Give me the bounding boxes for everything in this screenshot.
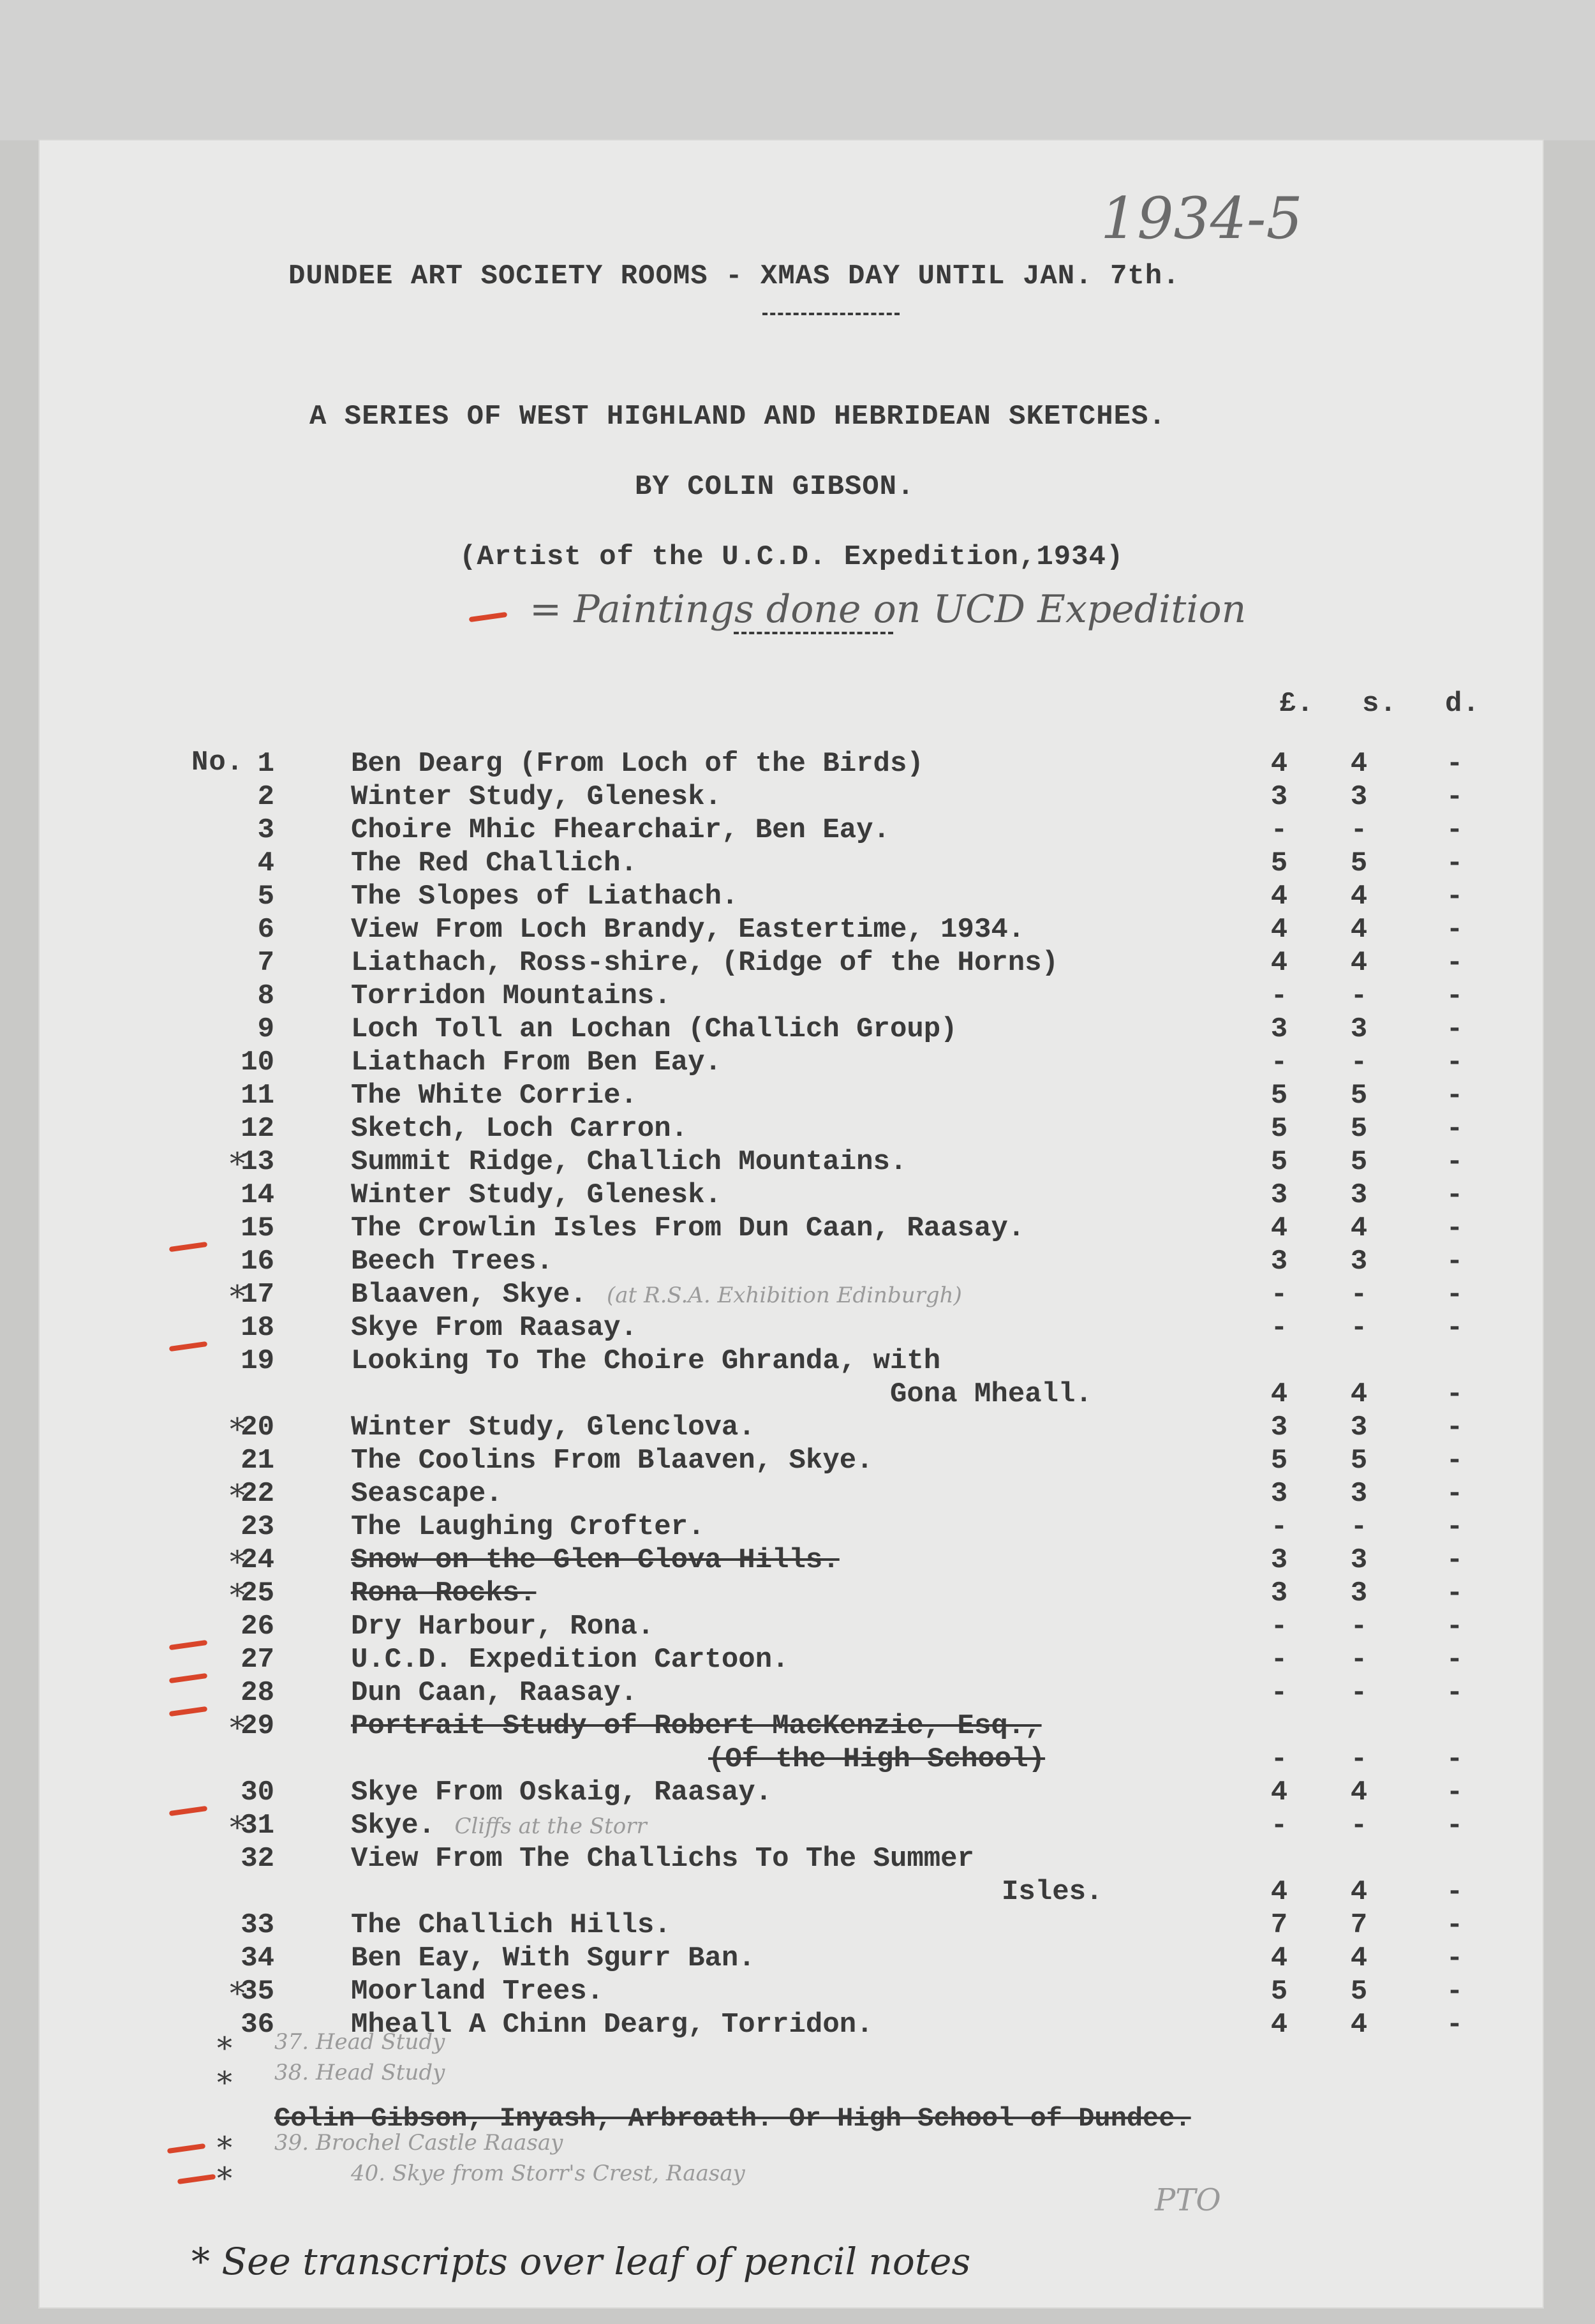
item-title: Winter Study, Glenesk.	[351, 781, 722, 813]
pto-note: PTO	[1155, 2182, 1221, 2218]
table-row	[0, 2009, 1595, 2042]
price-shillings: 3	[1350, 1544, 1368, 1576]
item-title: Summit Ridge, Challich Mountains.	[351, 1146, 907, 1178]
legend-underline	[734, 632, 893, 637]
price-shillings: 3	[1350, 1478, 1368, 1510]
price-pounds: 7	[1270, 1909, 1288, 1941]
table-row	[0, 1611, 1595, 1644]
price-shillings: 4	[1350, 947, 1368, 979]
item-title: Moorland Trees.	[351, 1976, 604, 2007]
price-pounds: 4	[1270, 1212, 1288, 1244]
price-pounds: 3	[1270, 1246, 1288, 1277]
table-row	[0, 1445, 1595, 1478]
item-title: Mheall A Chinn Dearg, Torridon.	[351, 2009, 873, 2041]
table-row	[0, 1942, 1595, 1976]
item-title: Seascape.	[351, 1478, 503, 1510]
item-number: 10	[241, 1047, 274, 1078]
item-number: 26	[241, 1611, 274, 1642]
price-pounds: -	[1270, 1644, 1288, 1676]
red-mark	[167, 2143, 205, 2154]
table-row	[0, 1312, 1595, 1345]
item-title: Liathach, Ross-shire, (Ridge of the Horns)	[351, 947, 1058, 979]
price-shillings: -	[1350, 1611, 1368, 1642]
price-pounds: 5	[1270, 1976, 1288, 2007]
price-shillings: 4	[1350, 1942, 1368, 1974]
price-shillings: 4	[1350, 1876, 1368, 1908]
pencil-item-38: 38. Head Study	[274, 2060, 445, 2085]
subheading: A SERIES OF WEST HIGHLAND AND HEBRIDEAN SKETCHES.	[309, 401, 1166, 433]
item-title: Dry Harbour, Rona.	[351, 1611, 655, 1642]
item-title: Rona Rocks.	[351, 1577, 537, 1609]
star-icon: *	[217, 2130, 232, 2166]
artist-note: (Artist of the U.C.D. Expedition,1934)	[459, 541, 1124, 573]
price-shillings: 4	[1350, 748, 1368, 780]
item-title-continued: Isles.	[1002, 1876, 1103, 1908]
price-pence: -	[1446, 881, 1464, 912]
item-number: 19	[241, 1345, 274, 1377]
price-shillings: -	[1350, 814, 1368, 846]
item-number: 33	[241, 1909, 274, 1941]
item-title: View From Loch Brandy, Eastertime, 1934.	[351, 914, 1025, 946]
item-title: Dun Caan, Raasay.	[351, 1677, 637, 1709]
price-pounds: 4	[1270, 2009, 1288, 2041]
price-pence: -	[1446, 814, 1464, 846]
item-title: Torridon Mountains.	[351, 980, 671, 1012]
pencil-item-37: 37. Head Study	[274, 2029, 445, 2055]
item-title: Blaaven, Skye.	[351, 1279, 587, 1311]
table-row	[0, 1345, 1595, 1410]
star-icon: *	[230, 1279, 245, 1315]
price-pence: -	[1446, 1644, 1464, 1676]
price-pence: -	[1446, 847, 1464, 879]
background-top	[0, 0, 1595, 140]
price-shillings: 4	[1350, 881, 1368, 912]
item-number: 32	[241, 1843, 274, 1875]
item-title: Ben Eay, With Sgurr Ban.	[351, 1942, 755, 1974]
star-icon: *	[230, 1810, 245, 1845]
price-pounds: 3	[1270, 1412, 1288, 1443]
price-shillings: -	[1350, 1743, 1368, 1775]
price-pounds: 5	[1270, 1146, 1288, 1178]
item-number: 25	[241, 1577, 274, 1609]
price-shillings: -	[1350, 980, 1368, 1012]
price-pence: -	[1446, 781, 1464, 813]
price-shillings: -	[1350, 1644, 1368, 1676]
item-number: 27	[241, 1644, 274, 1676]
price-pence: -	[1446, 1080, 1464, 1112]
number-label: No.	[191, 747, 244, 778]
item-number: 9	[257, 1013, 274, 1045]
item-title: The Crowlin Isles From Dun Caan, Raasay.	[351, 1212, 1025, 1244]
price-shillings: -	[1350, 1312, 1368, 1344]
item-number: 34	[241, 1942, 274, 1974]
price-shillings: 3	[1350, 781, 1368, 813]
item-title: The Red Challich.	[351, 847, 637, 879]
footer-note: * See transcripts over leaf of pencil notes	[191, 2240, 971, 2283]
table-row	[0, 1511, 1595, 1544]
table-row	[0, 947, 1595, 980]
item-number: 18	[241, 1312, 274, 1344]
item-number: 31	[241, 1810, 274, 1842]
item-title: Looking To The Choire Ghranda, with	[351, 1345, 941, 1377]
price-pence: -	[1446, 1279, 1464, 1311]
item-number: 16	[241, 1246, 274, 1277]
item-title: The Laughing Crofter.	[351, 1511, 705, 1543]
price-pence: -	[1446, 1179, 1464, 1211]
item-number: 2	[257, 781, 274, 813]
price-pence: -	[1446, 1047, 1464, 1078]
star-icon: *	[230, 1146, 245, 1182]
item-number: 23	[241, 1511, 274, 1543]
legend-red-mark	[469, 611, 507, 623]
price-pence: -	[1446, 1013, 1464, 1045]
price-pounds: 4	[1270, 914, 1288, 946]
price-shillings: 4	[1350, 914, 1368, 946]
price-pence: -	[1446, 1577, 1464, 1609]
price-pence: -	[1446, 1611, 1464, 1642]
heading: DUNDEE ART SOCIETY ROOMS - XMAS DAY UNTIL JAN. 7th.	[288, 260, 1180, 292]
pencil-note: (at R.S.A. Exhibition Edinburgh)	[607, 1283, 962, 1308]
price-pounds: -	[1270, 814, 1288, 846]
price-shillings: 5	[1350, 1113, 1368, 1145]
table-row	[0, 1013, 1595, 1047]
price-pence: -	[1446, 947, 1464, 979]
price-pounds: 4	[1270, 748, 1288, 780]
price-pounds: 5	[1270, 1445, 1288, 1477]
price-shillings: -	[1350, 1047, 1368, 1078]
price-shillings: 5	[1350, 1976, 1368, 2007]
price-pence: -	[1446, 1212, 1464, 1244]
star-icon: *	[230, 1577, 245, 1613]
table-row	[0, 1279, 1595, 1315]
item-number: 22	[241, 1478, 274, 1510]
price-pence: -	[1446, 1146, 1464, 1178]
price-pounds: -	[1270, 1677, 1288, 1709]
price-pence: -	[1446, 1743, 1464, 1775]
item-title: U.C.D. Expedition Cartoon.	[351, 1644, 789, 1676]
star-icon: *	[217, 2030, 232, 2066]
item-number: 24	[241, 1544, 274, 1576]
price-pounds: -	[1270, 1743, 1288, 1775]
price-pounds: 5	[1270, 847, 1288, 879]
table-row	[0, 1212, 1595, 1246]
price-pounds: -	[1270, 1047, 1288, 1078]
item-number: 6	[257, 914, 274, 946]
item-title: Winter Study, Glenesk.	[351, 1179, 722, 1211]
price-pence: -	[1446, 1544, 1464, 1576]
price-pounds: -	[1270, 1312, 1288, 1344]
price-pence: -	[1446, 1976, 1464, 2007]
price-shillings: -	[1350, 1279, 1368, 1311]
price-shillings: 5	[1350, 1445, 1368, 1477]
item-title: Skye From Oskaig, Raasay.	[351, 1777, 773, 1808]
table-row	[0, 1810, 1595, 1843]
price-pounds: 5	[1270, 1113, 1288, 1145]
price-pence: -	[1446, 980, 1464, 1012]
table-row	[0, 1843, 1595, 1908]
item-number: 1	[257, 748, 274, 780]
table-row	[0, 1544, 1595, 1580]
price-pence: -	[1446, 1677, 1464, 1709]
item-title: The White Corrie.	[351, 1080, 637, 1112]
price-shillings: 4	[1350, 1378, 1368, 1410]
item-number: 28	[241, 1677, 274, 1709]
price-pence: -	[1446, 1511, 1464, 1543]
star-icon: *	[230, 1412, 245, 1447]
item-number: 5	[257, 881, 274, 912]
address-line: Colin Gibson, Inyash, Arbroath. Or High School of Dundee.	[274, 2103, 1191, 2134]
item-number: 36	[241, 2009, 274, 2041]
item-number: 30	[241, 1777, 274, 1808]
item-title: Winter Study, Glenclova.	[351, 1412, 755, 1443]
price-pounds: -	[1270, 980, 1288, 1012]
red-mark	[177, 2173, 216, 2185]
price-pounds: 4	[1270, 1378, 1288, 1410]
pencil-note: Cliffs at the Storr	[454, 1814, 647, 1839]
year-annotation: 1934-5	[1101, 185, 1303, 252]
item-title: Choire Mhic Fhearchair, Ben Eay.	[351, 814, 890, 846]
price-pounds: 4	[1270, 1876, 1288, 1908]
currency-pence-header: d.	[1445, 688, 1480, 720]
price-pounds: 3	[1270, 1478, 1288, 1510]
item-title-continued: (Of the High School)	[708, 1743, 1046, 1775]
price-pence: -	[1446, 1909, 1464, 1941]
item-number: 13	[241, 1146, 274, 1178]
price-pence: -	[1446, 1312, 1464, 1344]
item-title: Skye.	[351, 1810, 436, 1842]
table-row	[0, 1179, 1595, 1212]
table-row	[0, 980, 1595, 1013]
price-pounds: 4	[1270, 1942, 1288, 1974]
item-number: 8	[257, 980, 274, 1012]
price-pounds: -	[1270, 1279, 1288, 1311]
price-pence: -	[1446, 1246, 1464, 1277]
item-number: 3	[257, 814, 274, 846]
star-icon: *	[230, 1710, 245, 1746]
byline: BY COLIN GIBSON.	[635, 471, 915, 503]
star-icon: *	[217, 2161, 232, 2196]
item-number: 29	[241, 1710, 274, 1742]
item-number: 21	[241, 1445, 274, 1477]
table-row	[0, 748, 1595, 781]
table-row	[0, 814, 1595, 847]
star-icon: *	[217, 2065, 232, 2101]
pencil-item-40: 40. Skye from Storr's Crest, Raasay	[351, 2161, 745, 2186]
item-title: Ben Dearg (From Loch of the Birds)	[351, 748, 924, 780]
price-shillings: 3	[1350, 1577, 1368, 1609]
star-icon: *	[230, 1478, 245, 1514]
table-row	[0, 847, 1595, 881]
price-shillings: 4	[1350, 1212, 1368, 1244]
table-row	[0, 1246, 1595, 1279]
item-number: 7	[257, 947, 274, 979]
item-title: The Challich Hills.	[351, 1909, 671, 1941]
table-row	[0, 1644, 1595, 1677]
item-number: 4	[257, 847, 274, 879]
item-title: Snow on the Glen Clova Hills.	[351, 1544, 840, 1576]
item-title: View From The Challichs To The Summer	[351, 1843, 974, 1875]
price-pence: -	[1446, 1478, 1464, 1510]
price-shillings: -	[1350, 1810, 1368, 1842]
table-row	[0, 1909, 1595, 1942]
price-shillings: 4	[1350, 2009, 1368, 2041]
item-number: 35	[241, 1976, 274, 2007]
price-pence: -	[1446, 914, 1464, 946]
price-pence: -	[1446, 1942, 1464, 1974]
item-number: 15	[241, 1212, 274, 1244]
price-pounds: -	[1270, 1611, 1288, 1642]
price-pounds: 3	[1270, 1544, 1288, 1576]
table-row	[0, 1146, 1595, 1182]
item-title: Sketch, Loch Carron.	[351, 1113, 688, 1145]
item-number: 14	[241, 1179, 274, 1211]
legend-note: = Paintings done on UCD Expedition	[530, 587, 1247, 632]
item-title: Liathach From Ben Eay.	[351, 1047, 722, 1078]
price-pence: -	[1446, 1777, 1464, 1808]
price-pounds: -	[1270, 1511, 1288, 1543]
price-pence: -	[1446, 748, 1464, 780]
star-icon: *	[230, 1976, 245, 2011]
price-shillings: 5	[1350, 847, 1368, 879]
price-pounds: 3	[1270, 1577, 1288, 1609]
item-title: Skye From Raasay.	[351, 1312, 637, 1344]
pencil-item-39: 39. Brochel Castle Raasay	[274, 2130, 563, 2156]
currency-pound-header: £.	[1279, 688, 1314, 720]
table-row	[0, 1478, 1595, 1514]
table-row	[0, 1577, 1595, 1611]
item-title: The Coolins From Blaaven, Skye.	[351, 1445, 873, 1477]
item-number: 11	[241, 1080, 274, 1112]
item-title: Portrait Study of Robert MacKenzie, Esq.,	[351, 1710, 1042, 1742]
table-row	[0, 1412, 1595, 1445]
price-shillings: 7	[1350, 1909, 1368, 1941]
price-pence: -	[1446, 1113, 1464, 1145]
item-number: 20	[241, 1412, 274, 1443]
table-row	[0, 1777, 1595, 1810]
price-pounds: -	[1270, 1810, 1288, 1842]
price-pounds: 5	[1270, 1080, 1288, 1112]
price-shillings: 3	[1350, 1412, 1368, 1443]
price-pence: -	[1446, 1876, 1464, 1908]
price-shillings: -	[1350, 1677, 1368, 1709]
price-pence: -	[1446, 1810, 1464, 1842]
heading-rule	[762, 313, 900, 318]
price-pounds: 4	[1270, 947, 1288, 979]
price-pounds: 3	[1270, 781, 1288, 813]
price-pounds: 4	[1270, 881, 1288, 912]
price-shillings: 3	[1350, 1013, 1368, 1045]
price-shillings: 5	[1350, 1080, 1368, 1112]
price-shillings: 5	[1350, 1146, 1368, 1178]
table-row	[0, 1047, 1595, 1080]
table-row	[0, 1677, 1595, 1710]
price-pence: -	[1446, 1445, 1464, 1477]
price-pounds: 4	[1270, 1777, 1288, 1808]
table-row	[0, 881, 1595, 914]
price-shillings: 3	[1350, 1246, 1368, 1277]
table-row	[0, 1710, 1595, 1775]
price-pounds: 3	[1270, 1179, 1288, 1211]
price-shillings: 4	[1350, 1777, 1368, 1808]
table-row	[0, 781, 1595, 814]
table-row	[0, 1080, 1595, 1113]
price-shillings: -	[1350, 1511, 1368, 1543]
price-pence: -	[1446, 2009, 1464, 2041]
price-shillings: 3	[1350, 1179, 1368, 1211]
table-row	[0, 1113, 1595, 1146]
item-number: 17	[241, 1279, 274, 1311]
item-number: 12	[241, 1113, 274, 1145]
star-icon: *	[230, 1544, 245, 1580]
item-title: The Slopes of Liathach.	[351, 881, 739, 912]
price-pounds: 3	[1270, 1013, 1288, 1045]
price-pence: -	[1446, 1378, 1464, 1410]
item-title: Beech Trees.	[351, 1246, 553, 1277]
item-title: Loch Toll an Lochan (Challich Group)	[351, 1013, 958, 1045]
table-row	[0, 914, 1595, 947]
table-row	[0, 1976, 1595, 2009]
price-pence: -	[1446, 1412, 1464, 1443]
currency-shilling-header: s.	[1362, 688, 1397, 720]
item-title-continued: Gona Mheall.	[890, 1378, 1092, 1410]
